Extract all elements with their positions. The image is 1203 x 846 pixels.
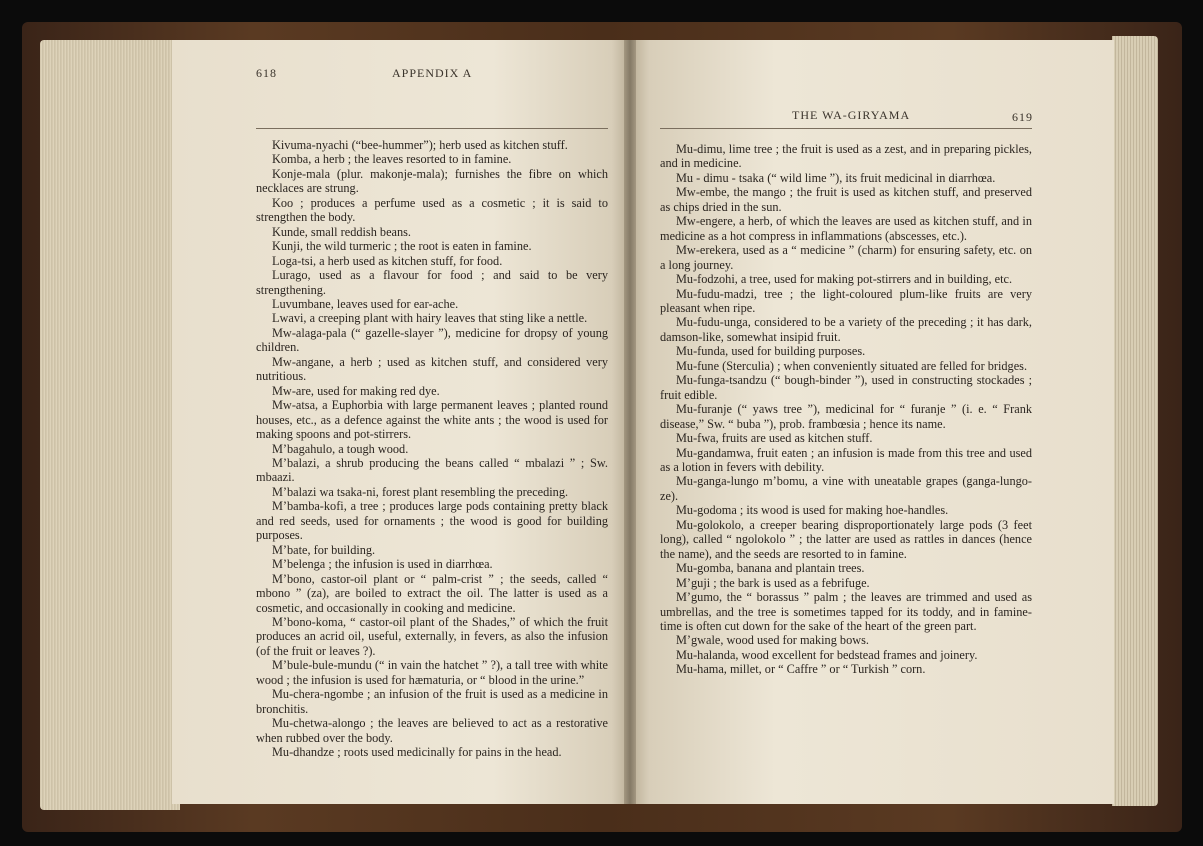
entry: M’bagahulo, a tough wood. — [272, 441, 409, 456]
entry: M’bamba-kofi, a tree ; produces large pods containing pretty black and red seeds, used for ornaments ; the wood is good for building purposes. — [256, 499, 608, 543]
entry: Mu-halanda, wood excellent for bedstead frames and joinery. — [676, 647, 978, 662]
entry: Kunji, the wild turmeric ; the root is eaten in famine. — [272, 239, 532, 254]
entry: Mu-chera-ngombe ; an infusion of the fruit is used as a medicine in bronchitis. — [256, 687, 608, 716]
entry: Luvumbane, leaves used for ear-ache. — [272, 296, 459, 311]
entry: Mu-godoma ; its wood is used for making hoe-handles. — [676, 503, 949, 518]
entry: Mu-gandamwa, fruit eaten ; an infusion is made from this tree and used as a lotion in fevers with debility. — [660, 445, 1032, 474]
entry: Mu-dhandze ; roots used medicinally for pains in the head. — [272, 745, 562, 760]
right-page-edges — [1112, 36, 1158, 806]
entry: Mu-gomba, banana and plantain trees. — [676, 561, 865, 576]
entry: Mw-erekera, used as a “ medicine ” (charm) for ensuring safety, etc. on a long journey. — [660, 243, 1032, 272]
entry: Mw-alaga-pala (“ gazelle-slayer ”), medicine for dropsy of young children. — [256, 325, 608, 355]
entry: Mu-fudu-madzi, tree ; the light-coloured plum-like fruits are very pleasant when ripe. — [660, 286, 1032, 315]
entry: Lurago, used as a flavour for food ; and said to be very strengthening. — [256, 268, 608, 297]
entry: Mu-fune (Sterculia) ; when conveniently situated are felled for bridges. — [676, 358, 1028, 373]
entry: Mw-angane, a herb ; used as kitchen stuff, and considered very nutritious. — [256, 354, 608, 384]
entry: M’gwale, wood used for making bows. — [676, 633, 869, 648]
entry: Mu-golokolo, a creeper bearing disproportionately large pods (3 feet long), called “ ngolokolo ” ; the latter are used as rattles in dances (hence the name), and the seeds are resorted to in famine. — [660, 517, 1032, 561]
entry: Mu-hama, millet, or “ Caffre ” or “ Turkish ” corn. — [676, 662, 926, 677]
entry: M’bono, castor-oil plant or “ palm-crist ” ; the seeds, called “ mbono ” (za), are boiled to extract the oil. The latter is used as a cosmetic, and occasionally in cooking and medicine. — [256, 571, 608, 615]
entry: Mw-engere, a herb, of which the leaves are used as kitchen stuff, and in medicine as a hot compress in inflammations (abscesses, etc.). — [660, 214, 1032, 243]
entry: Komba, a herb ; the leaves resorted to in famine. — [272, 152, 512, 167]
entry: Mu-funga-tsandzu (“ bough-binder ”), used in constructing stockades ; fruit edible. — [660, 373, 1032, 402]
entry: M’bule-bule-mundu (“ in vain the hatchet ” ?), a tall tree with white wood ; the infusion is used for hæmaturia, or “ blood in the urine.” — [256, 658, 608, 687]
entry: Mu-ganga-lungo m’bomu, a vine with uneatable grapes (ganga-lungo-ze). — [660, 474, 1032, 503]
entry: M’belenga ; the infusion is used in diarrhœa. — [272, 557, 493, 572]
entry: Mw-embe, the mango ; the fruit is used as kitchen stuff, and preserved as chips dried in the sun. — [660, 185, 1032, 214]
entry: M’bate, for building. — [272, 542, 376, 557]
right-running-head: THE WA-GIRYAMA — [792, 108, 911, 122]
entry: Mw-are, used for making red dye. — [272, 383, 440, 398]
right-page-number: 619 — [1012, 110, 1033, 124]
entry: M’balazi wa tsaka-ni, forest plant resembling the preceding. — [272, 484, 569, 499]
left-page-number: 618 — [256, 66, 277, 80]
entry: M’guji ; the bark is used as a febrifuge. — [676, 575, 870, 590]
entry: M’balazi, a shrub producing the beans called “ mbalazi ” ; Sw. mbaazi. — [256, 455, 608, 485]
entry: Mu-chetwa-alongo ; the leaves are believed to act as a restorative when rubbed over the body. — [256, 716, 608, 745]
right-page-text — [660, 142, 1032, 677]
entry: Kunde, small reddish beans. — [272, 224, 411, 239]
entry: Mu-funda, used for building purposes. — [676, 344, 866, 359]
left-page-text — [256, 138, 608, 759]
entry: Mu-furanje (“ yaws tree ”), medicinal for “ furanje ” (i. e. “ Frank disease,” Sw. “ buba ”), prob. frambœsia ; hence its name. — [660, 402, 1032, 431]
left-header-rule — [256, 128, 608, 129]
entry: Mu - dimu - tsaka (“ wild lime ”), its fruit medicinal in diarrhœa. — [676, 170, 996, 185]
entry: Lwavi, a creeping plant with hairy leaves that sting like a nettle. — [272, 311, 588, 326]
entry: Kivuma-nyachi (“bee-hummer”); herb used as kitchen stuff. — [272, 138, 568, 152]
entry: Koo ; produces a perfume used as a cosmetic ; it is said to strengthen the body. — [256, 195, 608, 225]
entry: Mu-fwa, fruits are used as kitchen stuff. — [676, 431, 873, 446]
left-page-edges — [40, 40, 180, 810]
book-gutter — [624, 40, 636, 804]
entry: Mu-dimu, lime tree ; the fruit is used as a zest, and in preparing pickles, and in medicine. — [660, 142, 1032, 171]
entry: Mw-atsa, a Euphorbia with large permanent leaves ; planted round houses, etc., as a defence against the white ants ; the wood is used for making spoons and pot-stirrers. — [256, 398, 608, 442]
entry: M’bono-koma, “ castor-oil plant of the Shades,” of which the fruit produces an acrid oil, useful, externally, in fevers, as also the infusion (of the fruit or leaves ?). — [256, 614, 608, 658]
entry: Mu-fodzohi, a tree, used for making pot-stirrers and in building, etc. — [676, 272, 1013, 287]
entry: M’gumo, the “ borassus ” palm ; the leaves are trimmed and used as umbrellas, and the tree is sometimes tapped for its toddy, and in famine-time is often cut down for the sake of the heart of the green part. — [660, 590, 1032, 633]
entry: Loga-tsi, a herb used as kitchen stuff, for food. — [272, 253, 503, 268]
entry: Konje-mala (plur. makonje-mala); furnishes the fibre on which necklaces are strung. — [256, 166, 608, 196]
left-running-head: APPENDIX A — [392, 66, 473, 80]
right-header-rule — [660, 128, 1032, 129]
entry: Mu-fudu-unga, considered to be a variety of the preceding ; it has dark, damson-like, somewhat insipid fruit. — [660, 315, 1032, 344]
